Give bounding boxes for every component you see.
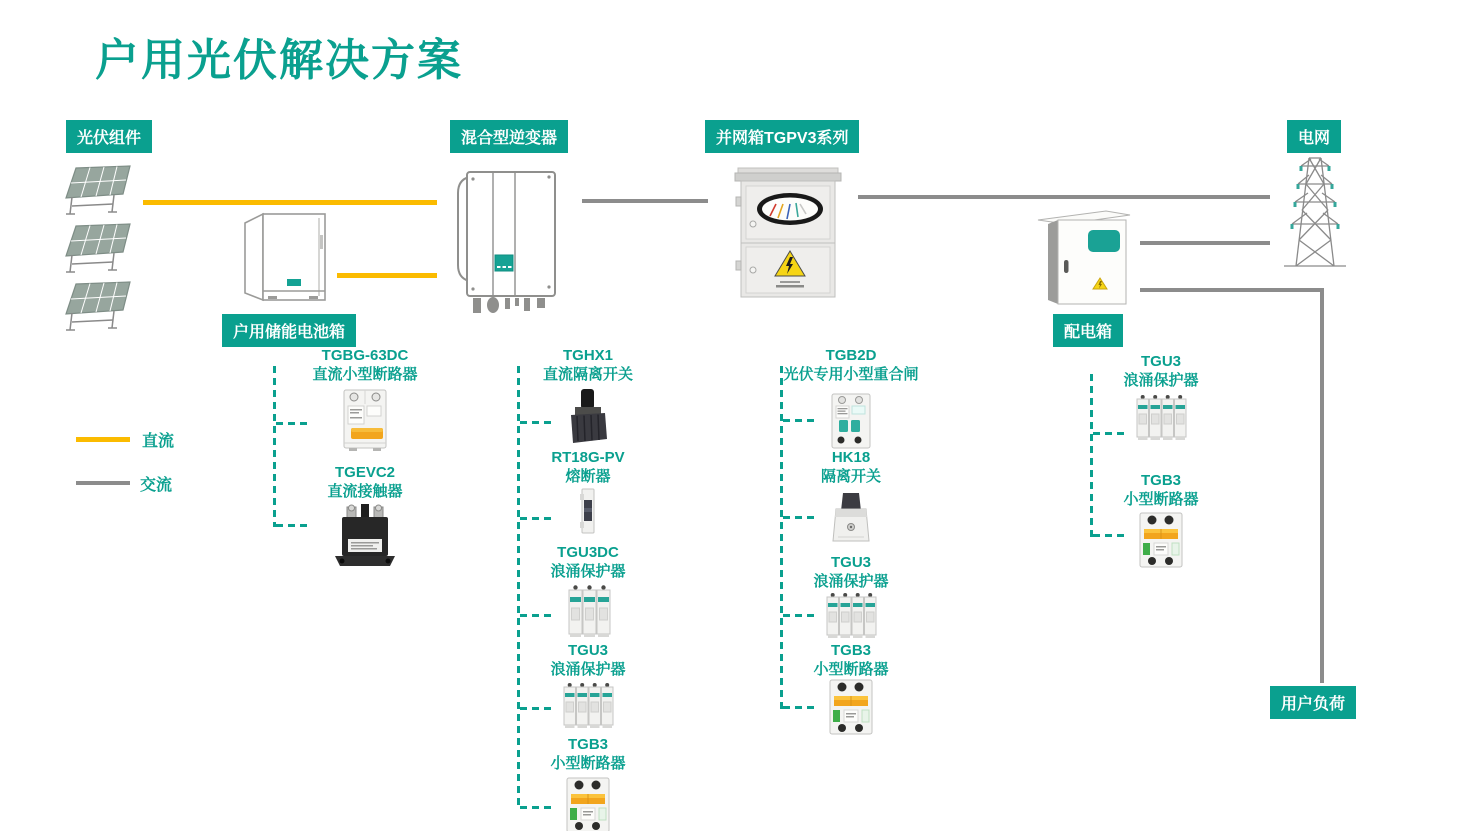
legend-ac-line [76, 481, 130, 485]
product-tgb2d-image [827, 392, 875, 450]
component-desc: 小型断路器 [550, 755, 626, 772]
component-item-text [483, 346, 693, 384]
connector-stub [783, 419, 814, 422]
component-desc: 浪涌保护器 [1123, 372, 1199, 389]
connector-stub [520, 517, 551, 520]
ac-line-distbox-to-load-vertical [1320, 288, 1324, 683]
component-desc: 浪涌保护器 [813, 573, 889, 590]
component-model: TGU3 [567, 642, 608, 659]
product-tghx1-image [565, 388, 611, 444]
product-tgevc2-image [333, 502, 397, 568]
product-tgb3-image [1136, 511, 1186, 569]
product-tgb3-image [826, 678, 876, 736]
product-rt18g-pv-image [578, 488, 598, 534]
distribution-box-label: 配电箱 [1053, 314, 1123, 347]
hybrid-inverter-label: 混合型逆变器 [450, 120, 568, 153]
component-desc: 直流小型断路器 [312, 366, 418, 383]
component-item-text [746, 641, 956, 679]
component-item-text [260, 346, 470, 384]
grid-connection-box-label: 并网箱TGPV3系列 [705, 120, 859, 153]
component-item-text [1056, 471, 1266, 509]
component-desc: 浪涌保护器 [550, 661, 626, 678]
component-item-text [483, 543, 693, 581]
product-tgbg-63dc-image [339, 388, 391, 452]
product-tgu3-image [1135, 394, 1187, 442]
component-desc: 熔断器 [565, 468, 611, 485]
legend-dc-label: 直流 [142, 433, 175, 450]
product-tgu3-image [562, 682, 614, 730]
battery-box-label: 户用储能电池箱 [222, 314, 356, 347]
product-tgu3dc-image [565, 584, 611, 640]
connector-stub [276, 524, 307, 527]
hybrid-inverter-icon [453, 167, 561, 319]
component-item-text [1056, 352, 1266, 390]
component-desc: 隔离开关 [820, 468, 881, 485]
component-desc: 浪涌保护器 [550, 563, 626, 580]
dist-box-connector-line [1090, 374, 1093, 537]
ac-line-inverter-to-gridbox [582, 199, 708, 203]
ac-line-distbox-to-load-horizontal [1140, 288, 1324, 292]
component-item-text [483, 641, 693, 679]
component-desc: 小型断路器 [813, 661, 889, 678]
component-item-text [746, 448, 956, 486]
component-item-text [260, 463, 470, 501]
component-model: TGU3 [830, 554, 871, 571]
component-model: TGHX1 [562, 347, 613, 364]
page-title: 户用光伏解决方案 [95, 36, 463, 85]
component-desc: 小型断路器 [1123, 491, 1199, 508]
component-model: TGB3 [567, 736, 608, 753]
component-model: TGU3DC [557, 544, 619, 561]
ac-line-gridbox-to-grid [858, 195, 1270, 199]
dc-line-pv-to-inverter [143, 200, 437, 205]
connector-stub [520, 707, 551, 710]
component-model: TGEVC2 [334, 464, 395, 481]
component-model: RT18G-PV [551, 449, 625, 466]
component-item-text [483, 448, 693, 486]
distribution-box-icon [1036, 204, 1132, 310]
ac-line-grid-to-distbox [1140, 241, 1270, 245]
component-model: TGB3 [1140, 472, 1181, 489]
component-item-text [746, 553, 956, 591]
component-model: TGB3 [830, 642, 871, 659]
power-grid-label: 电网 [1287, 120, 1341, 153]
connector-stub [783, 614, 814, 617]
connector-stub [1093, 432, 1124, 435]
component-model: TGB2D [825, 347, 877, 364]
component-model: TGBG-63DC [321, 347, 409, 364]
product-tgb3-image [563, 776, 613, 831]
component-model: TGU3 [1140, 353, 1181, 370]
component-desc: 光伏专用小型重合闸 [783, 366, 919, 383]
component-item-text [746, 346, 956, 384]
component-desc: 直流隔离开关 [542, 366, 633, 383]
legend-ac-label: 交流 [140, 477, 173, 494]
component-item-text [483, 735, 693, 773]
connector-stub [783, 706, 814, 709]
pv-modules-label: 光伏组件 [66, 120, 152, 153]
legend-dc-line [76, 437, 130, 442]
product-tgu3-image [825, 592, 877, 640]
battery-connector-line [273, 366, 276, 527]
connector-stub [520, 806, 551, 809]
transmission-tower-icon [1278, 150, 1352, 272]
connector-stub [276, 422, 307, 425]
component-model: HK18 [831, 449, 871, 466]
battery-box-icon [235, 207, 335, 307]
connector-stub [520, 421, 551, 424]
connector-stub [783, 516, 814, 519]
component-desc: 直流接触器 [327, 483, 403, 500]
user-load-label: 用户负荷 [1270, 686, 1356, 719]
connector-stub [1093, 534, 1124, 537]
connector-stub [520, 614, 551, 617]
dc-line-battery-to-inverter [337, 273, 437, 278]
grid-connection-box-icon [732, 164, 844, 304]
product-hk18-image [828, 491, 874, 545]
